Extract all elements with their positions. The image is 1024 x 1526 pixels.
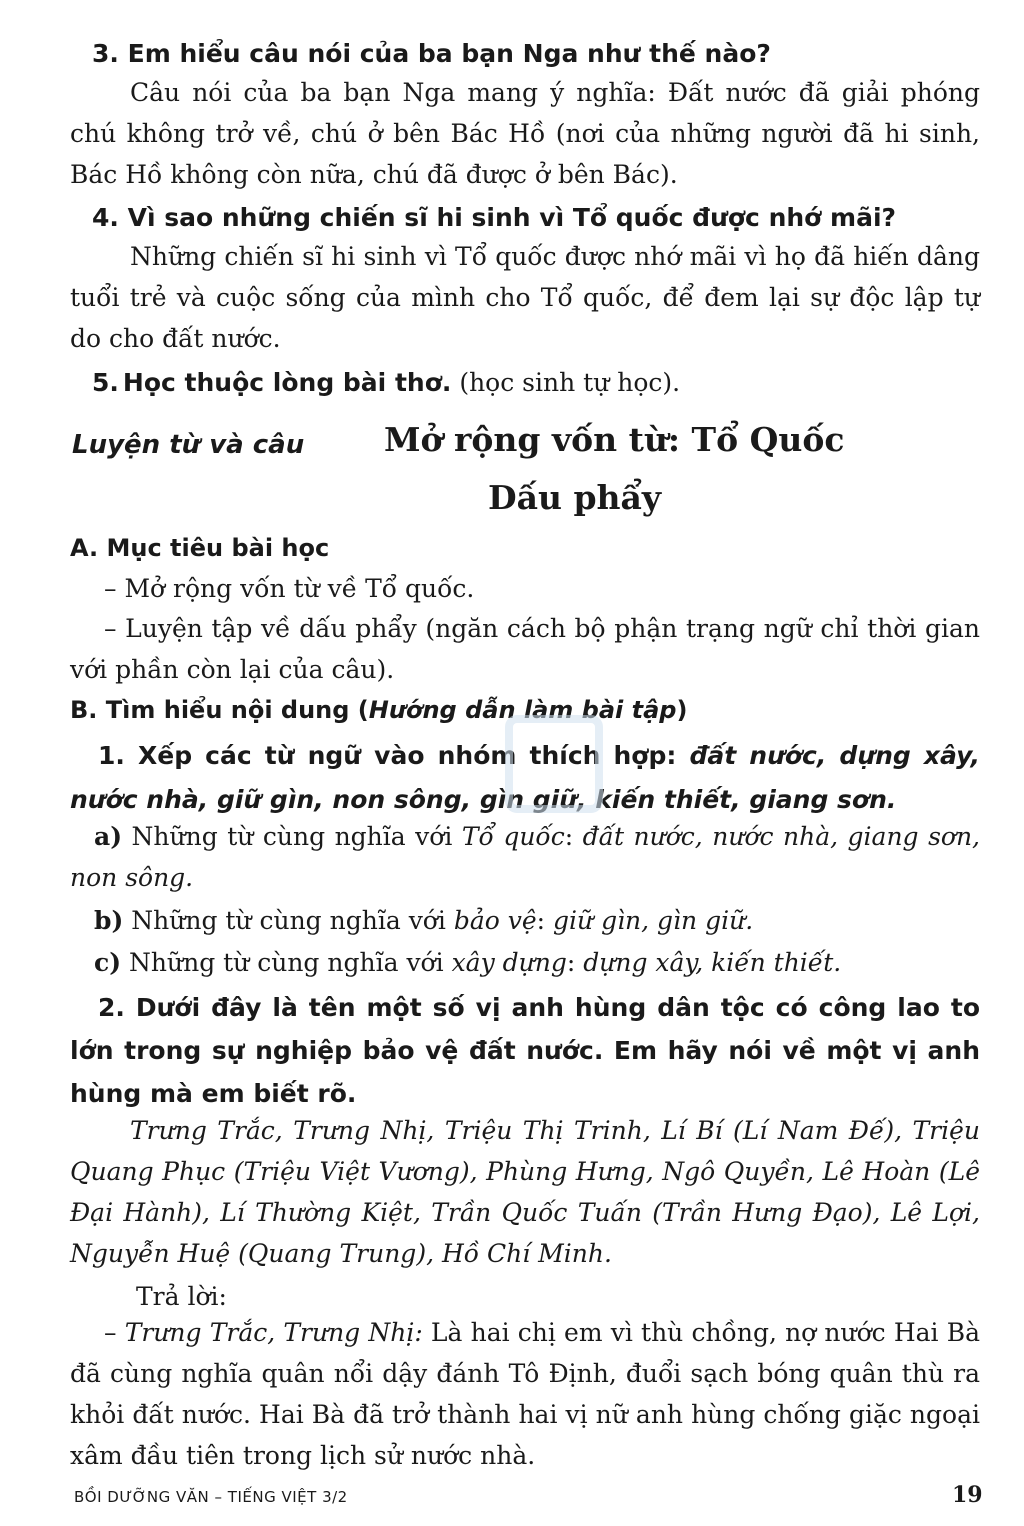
- part-a-heading: A. Mục tiêu bài học: [70, 534, 330, 562]
- question-3-number: 3.: [92, 39, 119, 68]
- lesson-subtitle: Dấu phẩy: [488, 478, 662, 517]
- exercise-1-b-words: giữ gìn, gìn giữ.: [553, 906, 754, 935]
- exercise-1-a-label: a): [94, 822, 123, 851]
- question-3-text: Em hiểu câu nói của ba bạn Nga như thế nào?: [127, 39, 771, 68]
- exercise-1-b-key: bảo vệ: [453, 906, 537, 935]
- question-3-answer: Câu nói của ba bạn Nga mang ý nghĩa: Đất nước đã giải phóng chú không trở về, chú ở bên Bác Hồ (nơi của những người đã hi sinh, Bác Hồ không còn nữa, chú đã được ở bên Bác).: [70, 78, 980, 189]
- exercise-1-a: [70, 816, 980, 898]
- exercise-1-c-sep: :: [566, 948, 584, 977]
- exercise-1-c-words: dựng xây, kiến thiết.: [583, 948, 842, 977]
- question-5-text: Học thuộc lòng bài thơ.: [122, 368, 452, 397]
- question-4-text: Vì sao những chiến sĩ hi sinh vì Tổ quốc được nhớ mãi?: [127, 203, 897, 232]
- lesson-title: Mở rộng vốn từ: Tổ Quốc: [384, 420, 845, 459]
- exercise-1-c: [70, 942, 980, 983]
- exercise-2-prompt: 2. Dưới đây là tên một số vị anh hùng dân tộc có công lao to lớn trong sự nghiệp bảo vệ đất nước. Em hãy nói về một vị anh hùng mà em biết rõ.: [70, 993, 980, 1108]
- exercise-2-answer-label: Trả lời:: [136, 1282, 227, 1311]
- question-5-number: 5.: [92, 368, 119, 397]
- exercise-1-words: đất nước, dựng xây, nước nhà, giữ gìn, non sông, gìn giữ, kiến thiết, giang sơn.: [70, 741, 980, 814]
- exercise-1-c-key: xây dựng: [451, 948, 567, 977]
- question-5: [70, 362, 980, 403]
- exercise-1-c-text: Những từ cùng nghĩa với: [121, 948, 452, 977]
- exercise-2-answer: [70, 1312, 980, 1476]
- watermark-logo: [505, 715, 603, 813]
- footer-book-title: BỒI DƯỠNG VĂN – TIẾNG VIỆT 3/2: [74, 1488, 348, 1506]
- exercise-2-answer-text: Là hai chị em vì thù chồng, nợ nước Hai Bà đã cùng nghĩa quân nổi dậy đánh Tô Định, đuổi sạch bóng quân thù ra khỏi đất nước. Hai Bà đã trở thành hai vị nữ anh hùng chống giặc ngoại xâm đầu tiên trong lịch sử nước nhà.: [70, 1318, 980, 1470]
- question-3-title: [70, 38, 980, 70]
- question-4-number: 4.: [92, 203, 119, 232]
- question-5-note: (học sinh tự học).: [451, 368, 681, 397]
- part-a-item-2: – Luyện tập về dấu phẩy (ngăn cách bộ phận trạng ngữ chỉ thời gian với phần còn lại của câu).: [70, 614, 980, 684]
- question-4-answer: Những chiến sĩ hi sinh vì Tổ quốc được nhớ mãi vì họ đã hiến dâng tuổi trẻ và cuộc sống của mình cho Tổ quốc, để đem lại sự độc lập tự do cho đất nước.: [70, 242, 980, 353]
- exercise-2-answer-names: Trưng Trắc, Trưng Nhị:: [124, 1318, 423, 1347]
- part-b-heading-main: B. Tìm hiểu nội dung (: [70, 696, 369, 724]
- part-b-heading-italic: Hướng dẫn làm bài tập: [368, 696, 677, 724]
- exercise-1-a-key: Tổ quốc: [461, 822, 565, 851]
- exercise-2-answer-dash: –: [104, 1318, 125, 1347]
- exercise-1-text: 1. Xếp các từ ngữ vào nhóm thích hợp:: [98, 741, 690, 770]
- exercise-1-a-words: đất nước, nước nhà, giang sơn, non sông.: [70, 822, 980, 892]
- page-number: 19: [952, 1482, 983, 1508]
- exercise-1-a-sep: :: [564, 822, 583, 851]
- exercise-1-b: [70, 900, 980, 941]
- exercise-2-heroes: Trưng Trắc, Trưng Nhị, Triệu Thị Trinh, Lí Bí (Lí Nam Đế), Triệu Quang Phục (Triệu Việt Vương), Phùng Hưng, Ngô Quyền, Lê Hoàn (Lê Đại Hành), Lí Thường Kiệt, Trần Quốc Tuấn (Trần Hưng Đạo), Lê Lợi, Nguyễn Huệ (Quang Trung), Hồ Chí Minh.: [70, 1116, 980, 1268]
- part-b-heading-close: ): [676, 696, 688, 724]
- exercise-1-b-sep: :: [536, 906, 554, 935]
- question-4-title: [70, 202, 980, 234]
- part-a-item-1: – Mở rộng vốn từ về Tổ quốc.: [104, 574, 475, 603]
- section-label: Luyện từ và câu: [72, 430, 305, 460]
- exercise-1-a-text: Những từ cùng nghĩa với: [122, 822, 462, 851]
- exercise-1-c-label: c): [94, 948, 122, 977]
- exercise-1-b-text: Những từ cùng nghĩa với: [123, 906, 454, 935]
- exercise-1-b-label: b): [94, 906, 124, 935]
